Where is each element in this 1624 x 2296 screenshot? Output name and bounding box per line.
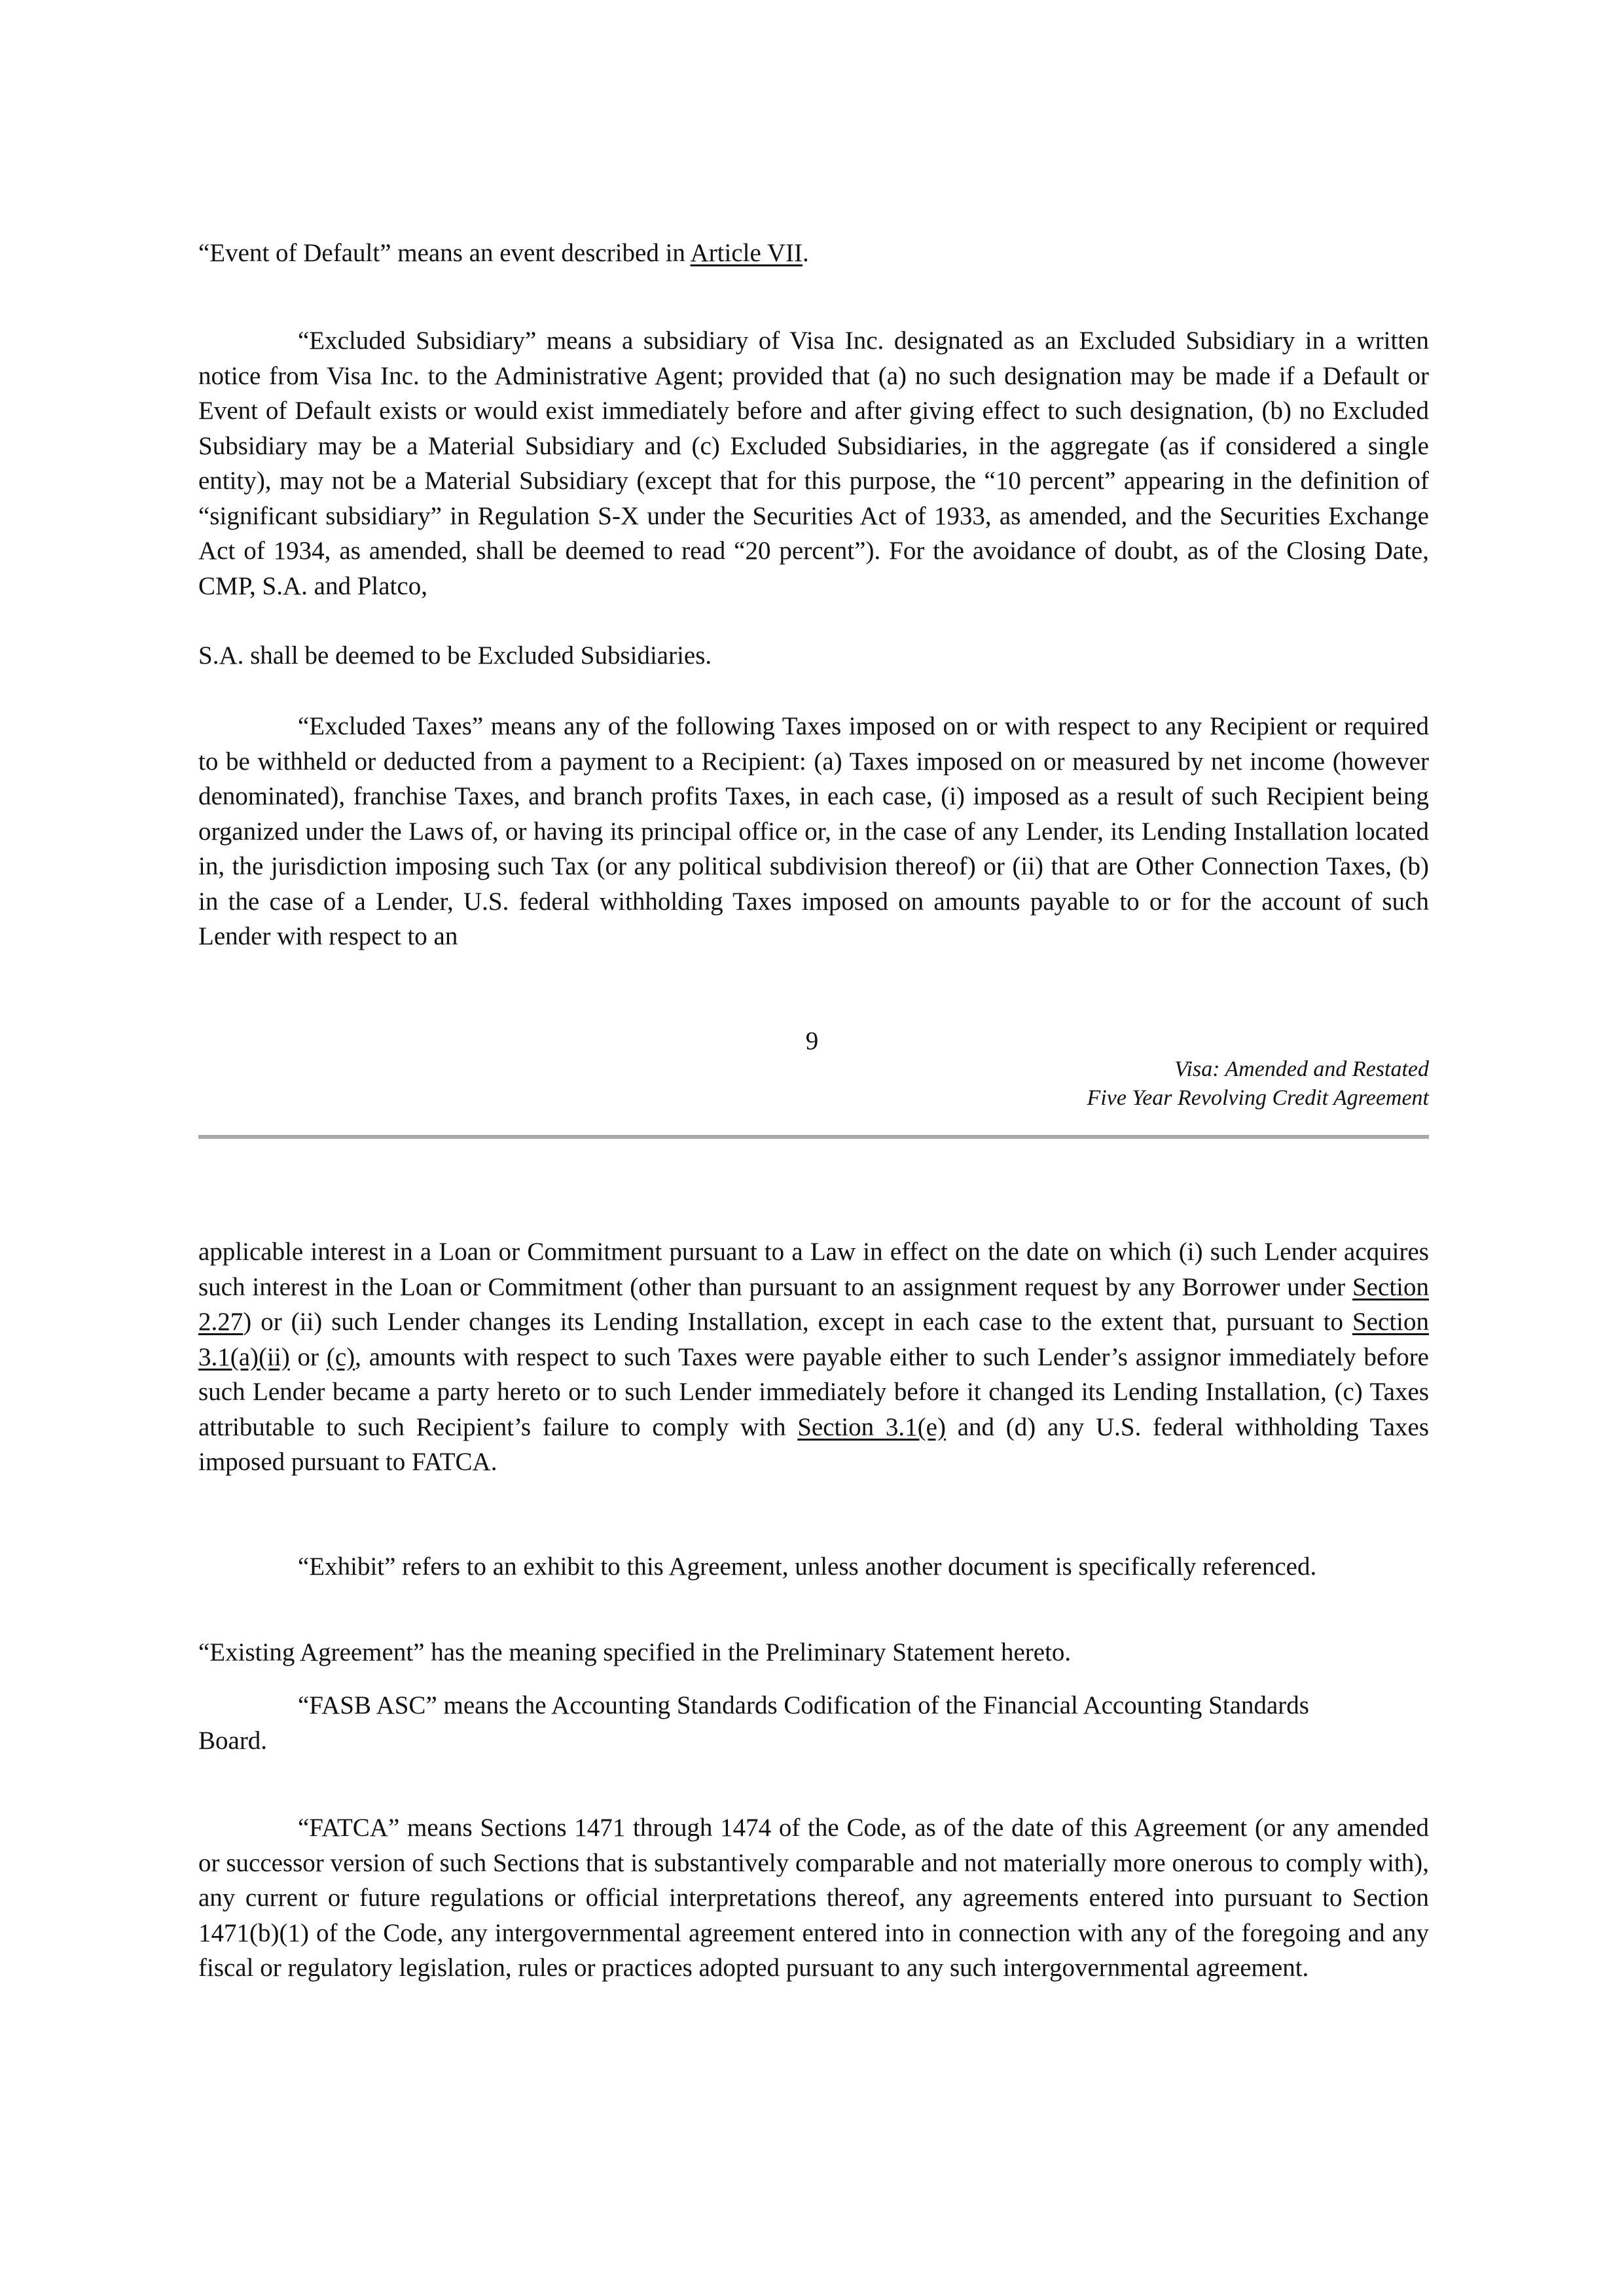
definition-event-of-default (198, 236, 1429, 271)
section-3-1-a-ii-link[interactable]: Section 3.1(a)(ii) (198, 1308, 1429, 1371)
definition-text: “Event of Default” means an event described in (198, 239, 691, 267)
definition-text: ) or (ii) such Lender changes its Lending Installation, except in each case to the extent that, pursuant to (243, 1308, 1353, 1336)
definition-excluded-subsidiary: “Excluded Subsidiary” means a subsidiary of Visa Inc. designated as an Excluded Subsidiary in a written notice from Visa Inc. to the Administrative Agent; provided that (a) no such designation may be made if a Default or Event of Default exists or would exist immediately before and after giving effect to such designation, (b) no Excluded Subsidiary may be a Material Subsidiary and (c) Excluded Subsidiaries, in the aggregate (as if considered a single entity), may not be a Material Subsidiary (except that for this purpose, the “10 percent” appearing in the definition of “significant subsidiary” in Regulation S-X under the Securities Act of 1933, as amended, and the Securities Exchange Act of 1934, as amended, shall be deemed to read “20 percent”). For the avoidance of doubt, as of the Closing Date, CMP, S.A. and Platco, (198, 327, 1429, 600)
definition-existing-agreement: “Existing Agreement” has the meaning specified in the Preliminary Statement hereto. (198, 1638, 1072, 1666)
footer-title-line2: Five Year Revolving Credit Agreement (1087, 1086, 1429, 1110)
definition-text: or (289, 1342, 327, 1371)
article-vii-link[interactable]: Article VII (690, 239, 803, 267)
definition-excluded-taxes: “Excluded Taxes” means any of the following Taxes imposed on or with respect to any Recipient or required to be withheld or deducted from a payment to a Recipient: (a) Taxes imposed on or measured by net income (however denominated), franchise Taxes, and branch profits Taxes, in each case, (i) imposed as a result of such Recipient being organized under the Laws of, or having its principal office or, in the case of any Lender, its Lending Installation located in, the jurisdiction imposing such Tax (or any political subdivision thereof) or (ii) that are Other Connection Taxes, (b) in the case of a Lender, U.S. federal withholding Taxes imposed on amounts payable to or for the account of such Lender with respect to an (198, 712, 1429, 950)
section-3-1-e-link[interactable]: Section 3.1(e) (797, 1412, 946, 1441)
definition-excluded-taxes-continued (198, 1234, 1429, 1480)
page-number: 9 (805, 1027, 819, 1055)
section-2-27-link[interactable]: Section 2.27 (198, 1272, 1429, 1336)
definition-text: applicable interest in a Loan or Commitment pursuant to a Law in effect on the date on which (i) such Lender acquires such interest in the Loan or Commitment (other than pursuant to an assignment request by any Borrower under (198, 1238, 1429, 1301)
page-divider (198, 1135, 1429, 1139)
definition-exhibit: “Exhibit” refers to an exhibit to this Agreement, unless another document is specifically referenced. (298, 1552, 1317, 1581)
definition-text: , amounts with respect to such Taxes were payable either to such Lender’s assignor immediately before such Lender became a party hereto or to such Lender immediately before it changed its Lending Installation, (c) Taxes attributable to such Recipient’s failure to comply with (198, 1342, 1429, 1441)
footer-title-line1: Visa: Amended and Restated (1174, 1057, 1429, 1081)
definition-excluded-subsidiary-continued: S.A. shall be deemed to be Excluded Subsidiaries. (198, 641, 712, 670)
definition-fatca: “FATCA” means Sections 1471 through 1474 of the Code, as of the date of this Agreement (or any amended or successor version of such Sections that is substantively comparable and not materially more onerous to comply with), any current or future regulations or official interpretations thereof, any agreements entered into pursuant to Section 1471(b)(1) of the Code, any intergovernmental agreement entered into in connection with any of the foregoing and any fiscal or regulatory legislation, rules or practices adopted pursuant to any such intergovernmental agreement. (198, 1814, 1429, 1982)
section-3-1-c-link[interactable]: (c) (326, 1342, 355, 1371)
definition-fasb-asc: “FASB ASC” means the Accounting Standards Codification of the Financial Accounting Standards Board. (198, 1691, 1309, 1755)
definition-text: . (803, 239, 809, 267)
definition-text: and (d) any U.S. federal withholding Taxes imposed pursuant to FATCA. (198, 1412, 1430, 1476)
